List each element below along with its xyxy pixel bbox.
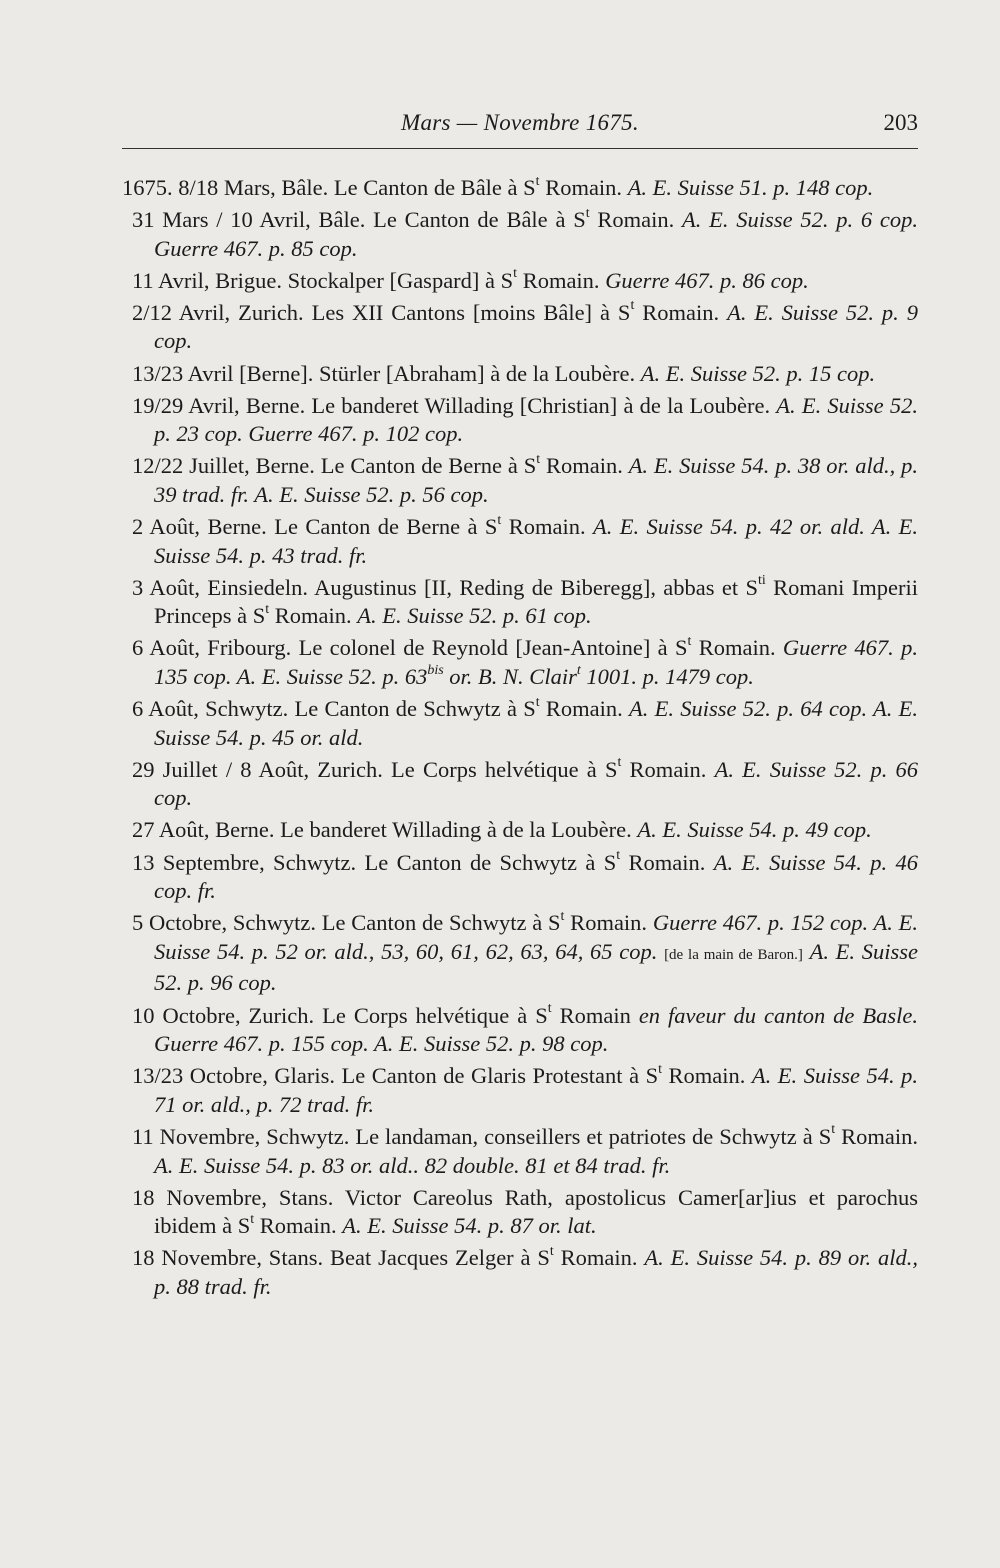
- entry-text: Romain.: [269, 603, 358, 629]
- entry-text: Romain.: [564, 910, 653, 936]
- superscript: t: [658, 1061, 662, 1077]
- superscript: t: [560, 908, 565, 924]
- list-item: [122, 174, 918, 203]
- entry-text: 12/22 Juillet, Berne. Le Canton de Berne à S: [132, 453, 537, 479]
- entry-text: 13/23 Avril [Berne]. Stürler [Abraham] à de la Loubère.: [132, 360, 641, 386]
- superscript: t: [630, 298, 635, 314]
- reference-text: A. E. Suisse 54. p. 89 or. ald., p. 88 trad. fr.: [154, 1245, 918, 1299]
- entry-text: Romain.: [517, 267, 606, 293]
- superscript: t: [535, 694, 540, 710]
- page-number: 203: [883, 110, 918, 135]
- entry-text: 2 Août, Berne. Le Canton de Berne à S: [132, 514, 498, 540]
- superscript: t: [547, 1001, 552, 1017]
- reference-text: A. E. Suisse 52. p. 9 cop.: [154, 299, 918, 354]
- entry-text: 18 Novembre, Stans. Victor Careolus Rath, apostolicus Camer[ar]ius et parochus ibidem à S: [132, 1184, 918, 1239]
- reference-text: A. E. Suisse 54. p. 83 or. ald.. 82 double. 81 et 84 trad. fr.: [154, 1152, 671, 1178]
- entry-text: Romain.: [621, 756, 715, 782]
- superscript: t: [549, 1243, 554, 1259]
- entry-text: Romain.: [620, 849, 714, 875]
- entry-text: [de la main de Baron.]: [664, 946, 803, 963]
- superscript: t: [585, 205, 590, 221]
- entry-text: 11 Avril, Brigue. Stockalper [Gaspard] à S: [132, 267, 514, 293]
- superscript: t: [617, 755, 622, 771]
- entry-text: 19/29 Avril, Berne. Le banderet Willading [Christian] à de la Loubère.: [132, 392, 777, 418]
- list-item: [122, 360, 918, 389]
- entry-text: Romain.: [835, 1123, 919, 1149]
- list-item: [122, 452, 918, 509]
- list-item: [122, 1244, 918, 1301]
- entry-text: 6 Août, Fribourg. Le colonel de Reynold [Jean-Antoine] à S: [132, 635, 688, 661]
- entry-text: Romain.: [540, 453, 629, 479]
- list-item: [122, 574, 918, 631]
- reference-text: Guerre 467. p. 135 cop. A. E. Suisse 52. p. 63: [154, 635, 918, 689]
- entry-text: 18 Novembre, Stans. Beat Jacques Zelger à S: [132, 1245, 550, 1271]
- list-item: [122, 816, 918, 845]
- superscript: t: [576, 662, 581, 678]
- entry-text: Romain.: [254, 1213, 343, 1239]
- entry-text: Romain.: [691, 635, 783, 661]
- reference-text: A. E. Suisse 52. p. 6 cop. Guerre 467. p. 85 cop.: [154, 207, 918, 261]
- reference-text: 1001. p. 1479 cop.: [580, 664, 754, 689]
- entry-text: Romain.: [589, 207, 683, 233]
- superscript: t: [536, 451, 541, 467]
- list-item: [122, 634, 918, 691]
- superscript: t: [687, 633, 692, 649]
- entry-text: Romain.: [634, 299, 728, 325]
- list-item: [122, 206, 918, 263]
- entry-text: 2/12 Avril, Zurich. Les XII Cantons [moins Bâle] à S: [132, 299, 631, 325]
- superscript: bis: [427, 662, 444, 678]
- reference-text: or. B. N. Clair: [443, 664, 577, 689]
- reference-text: A. E. Suisse 54. p. 46 cop. fr.: [154, 849, 918, 904]
- reference-text: A. E. Suisse 54. p. 42 or. ald. A. E. Suisse 54. p. 43 trad. fr.: [154, 514, 918, 568]
- superscript: t: [265, 601, 270, 617]
- entry-text: 11 Novembre, Schwytz. Le landaman, conseillers et patriotes de Schwytz à S: [132, 1123, 832, 1149]
- superscript: t: [513, 266, 518, 282]
- entry-text: 29 Juillet / 8 Août, Zurich. Le Corps helvétique à S: [132, 756, 618, 782]
- reference-text: A. E. Suisse 54. p. 87 or. lat.: [342, 1213, 597, 1239]
- reference-text: A. E. Suisse 54. p. 71 or. ald., p. 72 trad. fr.: [154, 1063, 918, 1117]
- reference-text: A. E. Suisse 54. p. 49 cop.: [637, 817, 872, 843]
- entry-text: 3 Août, Einsiedeln. Augustinus [II, Reding de Biberegg], abbas et S: [132, 574, 759, 600]
- entry-text: 13 Septembre, Schwytz. Le Canton de Schwytz à S: [132, 849, 617, 875]
- list-item: [122, 1123, 918, 1180]
- entry-text: [803, 939, 810, 964]
- entry-text: 27 Août, Berne. Le banderet Willading à de la Loubère.: [132, 817, 638, 843]
- reference-text: Guerre 467. p. 152 cop. A. E. Suisse 54. p. 52 or. ald., 53, 60, 61, 62, 63, 64, 65 cop.: [154, 910, 919, 964]
- list-item: [122, 299, 918, 356]
- superscript: ti: [758, 573, 766, 589]
- entry-list: [122, 174, 918, 1305]
- reference-text: Guerre 467. p. 86 cop.: [605, 267, 809, 293]
- entry-text: 31 Mars / 10 Avril, Bâle. Le Canton de Bâle à S: [132, 207, 586, 233]
- entry-text: Romain.: [501, 514, 593, 540]
- list-item: [122, 695, 918, 752]
- list-item: [122, 909, 918, 998]
- entry-text: Romain: [551, 1002, 639, 1028]
- reference-text: A. E. Suisse 52. p. 64 cop. A. E. Suisse 54. p. 45 or. ald.: [154, 696, 919, 750]
- reference-text: A. E. Suisse 52. p. 23 cop. Guerre 467. p. 102 cop.: [154, 392, 918, 447]
- list-item: [122, 1062, 918, 1119]
- entry-text: Romain.: [553, 1245, 645, 1271]
- reference-text: A. E. Suisse 52. p. 15 cop.: [640, 360, 876, 386]
- reference-text: A. E. Suisse 52. p. 66 cop.: [154, 756, 918, 811]
- header-rule: [122, 148, 918, 149]
- superscript: t: [497, 512, 502, 528]
- superscript: t: [535, 173, 540, 189]
- list-item: [122, 392, 918, 449]
- reference-text: A. E. Suisse 52. p. 96 cop.: [154, 938, 918, 996]
- page-header: [122, 106, 918, 142]
- list-item: [122, 1002, 918, 1059]
- list-item: [122, 756, 918, 813]
- entry-text: Romain.: [661, 1063, 752, 1089]
- entry-text: Romain.: [539, 696, 630, 722]
- list-item: [122, 267, 918, 296]
- entry-text: Romani Imperii Princeps à S: [154, 574, 918, 629]
- entry-text: 5 Octobre, Schwytz. Le Canton de Schwytz à S: [132, 910, 561, 936]
- entry-text: 10 Octobre, Zurich. Le Corps helvétique à S: [132, 1002, 548, 1028]
- entry-text: Romain.: [539, 175, 628, 200]
- entry-text: 6 Août, Schwytz. Le Canton de Schwytz à S: [132, 696, 536, 722]
- entry-text: 1675. 8/18 Mars, Bâle. Le Canton de Bâle à S: [122, 175, 536, 200]
- list-item: [122, 513, 918, 570]
- list-item: [122, 1184, 918, 1241]
- superscript: t: [250, 1211, 255, 1227]
- entry-text: 13/23 Octobre, Glaris. Le Canton de Glaris Protestant à S: [132, 1063, 659, 1089]
- reference-text: en faveur du canton de Basle. Guerre 467. p. 155 cop. A. E. Suisse 52. p. 98 cop.: [154, 1002, 918, 1057]
- reference-text: A. E. Suisse 51. p. 148 cop.: [627, 175, 874, 200]
- list-item: [122, 849, 918, 906]
- superscript: t: [616, 848, 621, 864]
- reference-text: A. E. Suisse 52. p. 61 cop.: [357, 603, 592, 629]
- reference-text: A. E. Suisse 54. p. 38 or. ald., p. 39 trad. fr. A. E. Suisse 52. p. 56 cop.: [154, 453, 918, 507]
- superscript: t: [831, 1122, 836, 1138]
- running-title: Mars — Novembre 1675.: [401, 110, 639, 135]
